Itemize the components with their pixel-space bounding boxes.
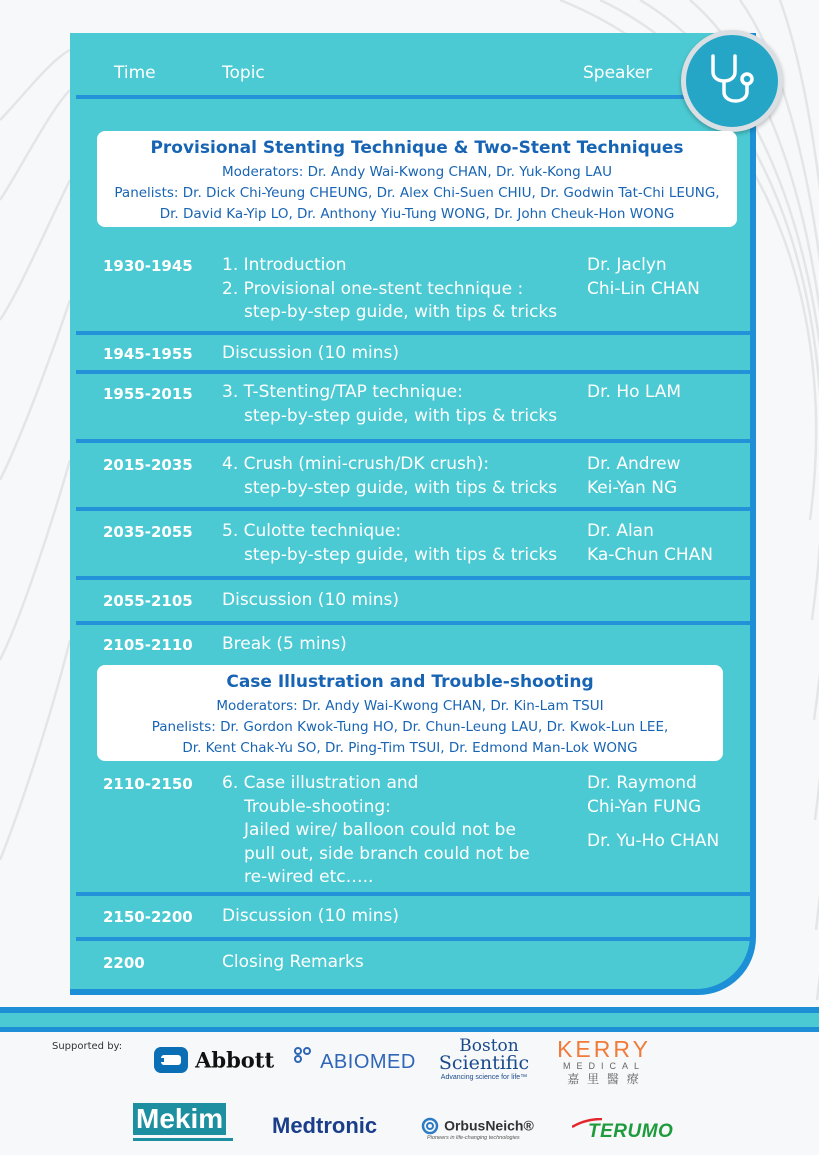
abbott-logo [152, 1044, 274, 1076]
supported-by-label: Supported by: [52, 1041, 123, 1052]
orbusneich-swirl-icon [421, 1117, 439, 1135]
row-3-speaker [587, 381, 681, 405]
row-3-topic-line1: 3. T-Stenting/TAP technique: [222, 382, 463, 402]
row-10-time: 2200 [103, 954, 145, 972]
row-8-topic-line3: Jailed wire/ balloon could not be [244, 820, 516, 840]
stethoscope-badge [681, 30, 783, 132]
row-6-time: 2055-2105 [103, 592, 193, 610]
session-2-panelists-line2: Dr. Kent Chak-Yu SO, Dr. Ping-Tim TSUI, Dr. Edmond Man-Lok WONG [182, 740, 638, 756]
header-speaker: Speaker [583, 63, 653, 83]
row-divider [76, 439, 750, 443]
mekim-wordmark: Mekim [133, 1103, 226, 1135]
kerry-medical-logo [546, 1038, 662, 1086]
row-9-topic-line1: Discussion (10 mins) [222, 906, 400, 926]
row-1-speaker-line1: Dr. Jaclyn [587, 255, 667, 275]
abbott-wordmark: Abbott [195, 1047, 275, 1073]
abiomed-wordmark: ABIOMED [320, 1051, 416, 1073]
abbott-mark-icon [152, 1044, 190, 1076]
boston-tagline: Advancing science for life™ [440, 1074, 528, 1081]
boston-wordmark-line2: Scientific [438, 1052, 530, 1074]
row-divider [76, 937, 750, 941]
session-2-panelists-line1: Panelists: Dr. Gordon Kwok-Tung HO, Dr. Chun-Leung LAU, Dr. Kwok-Lun LEE, [151, 719, 669, 735]
stethoscope-icon [699, 48, 765, 114]
row-3-time: 1955-2015 [103, 385, 193, 403]
header-divider [76, 95, 750, 99]
kerry-medical-text: MEDICAL [562, 1061, 645, 1071]
row-8-speaker-line3: Dr. Yu-Ho CHAN [587, 831, 720, 851]
row-9-time: 2150-2200 [103, 908, 193, 926]
row-7-topic-line1: Break (5 mins) [222, 634, 347, 654]
row-2-topic-line1: Discussion (10 mins) [222, 343, 400, 363]
mekim-underline [133, 1138, 233, 1141]
row-8-speaker-line1: Dr. Raymond [587, 773, 697, 793]
row-divider [76, 370, 750, 374]
row-2-topic [222, 342, 399, 366]
row-8-topic [222, 772, 530, 890]
row-7-time: 2105-2110 [103, 636, 193, 654]
row-8-topic-line5: re-wired etc….. [244, 867, 374, 887]
session-2-title: Case Illustration and Trouble-shooting [226, 672, 594, 692]
row-5-topic-line1: 5. Culotte technique: [222, 521, 402, 541]
orbusneich-logo [421, 1115, 534, 1141]
row-5-topic-line2: step-by-step guide, with tips & tricks [244, 544, 558, 565]
row-1-topic [222, 254, 557, 325]
row-9-topic [222, 905, 399, 929]
kerry-wordmark: KERRY [557, 1036, 651, 1062]
session-1-panelists-line2: Dr. David Ka-Yip LO, Dr. Anthony Yiu-Tung WONG, Dr. John Cheuk-Hon WONG [159, 206, 675, 222]
row-1-topic-line2: 2. Provisional one-stent technique : [222, 278, 524, 299]
row-5-speaker-line2: Ka-Chun CHAN [587, 544, 713, 565]
row-1-speaker [587, 254, 700, 301]
row-1-topic-line1: 1. Introduction [222, 255, 347, 275]
row-7-topic [222, 633, 347, 657]
kerry-chinese-text: 嘉 里 醫 療 [567, 1072, 641, 1086]
session-2-moderators: Moderators: Dr. Andy Wai-Kwong CHAN, Dr. Kin-Lam TSUI [216, 698, 604, 714]
row-divider [76, 331, 750, 335]
boston-scientific-logo [436, 1036, 532, 1081]
session-1-panelists-line1: Panelists: Dr. Dick Chi-Yeung CHEUNG, Dr. Alex Chi-Suen CHIU, Dr. Godwin Tat-Chi LEUNG, [114, 185, 720, 201]
header-time: Time [114, 63, 156, 83]
row-4-speaker-line1: Dr. Andrew [587, 454, 681, 474]
row-divider [76, 507, 750, 511]
row-divider [76, 621, 750, 625]
row-8-speaker-line2: Chi-Yan FUNG [587, 796, 702, 817]
header-topic: Topic [222, 63, 265, 83]
session-1-moderators: Moderators: Dr. Andy Wai-Kwong CHAN, Dr. Yuk-Kong LAU [222, 164, 612, 180]
row-4-topic-line1: 4. Crush (mini-crush/DK crush): [222, 454, 490, 474]
medtronic-wordmark: Medtronic [272, 1113, 378, 1138]
abiomed-dots-icon [293, 1046, 315, 1064]
mekim-logo [133, 1103, 233, 1141]
abiomed-logo [293, 1046, 416, 1073]
row-4-topic-line2: step-by-step guide, with tips & tricks [244, 477, 558, 498]
row-4-topic [222, 453, 557, 500]
row-1-time: 1930-1945 [103, 257, 193, 275]
session-1-title: Provisional Stenting Technique & Two-Stent Techniques [150, 138, 684, 158]
row-5-speaker [587, 520, 713, 567]
row-1-speaker-line2: Chi-Lin CHAN [587, 278, 700, 299]
row-5-speaker-line1: Dr. Alan [587, 521, 654, 541]
row-8-speaker [587, 772, 719, 854]
row-8-topic-line4: pull out, side branch could not be [244, 843, 530, 864]
row-4-time: 2015-2035 [103, 456, 193, 474]
row-6-topic-line1: Discussion (10 mins) [222, 590, 400, 610]
medtronic-logo [272, 1113, 377, 1139]
orbusneich-wordmark: OrbusNeich® [444, 1117, 534, 1134]
row-3-topic-line2: step-by-step guide, with tips & tricks [244, 405, 558, 426]
row-1-topic-line3: step-by-step guide, with tips & tricks [244, 302, 558, 322]
row-10-topic [222, 951, 364, 975]
row-3-speaker-line1: Dr. Ho LAM [587, 382, 682, 402]
row-divider [76, 892, 750, 896]
footer-band-inner [0, 1013, 819, 1027]
row-divider [76, 576, 750, 580]
row-4-speaker-line2: Kei-Yan NG [587, 477, 678, 498]
row-3-topic [222, 381, 557, 428]
orbusneich-tagline: Pioneers in life-changing technologies [427, 1134, 520, 1141]
row-5-topic [222, 520, 557, 567]
row-4-speaker [587, 453, 681, 500]
session-2-box [97, 665, 723, 761]
row-8-time: 2110-2150 [103, 775, 193, 793]
row-8-topic-line2: Trouble-shooting: [244, 796, 391, 817]
boston-wordmark-line1: Boston [459, 1036, 519, 1056]
row-2-time: 1945-1955 [103, 345, 193, 363]
terumo-logo [570, 1118, 674, 1142]
session-1-box [97, 131, 737, 227]
terumo-wordmark: TERUMO [588, 1121, 674, 1142]
row-8-topic-line1: 6. Case illustration and [222, 773, 419, 793]
row-6-topic [222, 589, 399, 613]
row-5-time: 2035-2055 [103, 523, 193, 541]
row-10-topic-line1: Closing Remarks [222, 952, 364, 972]
